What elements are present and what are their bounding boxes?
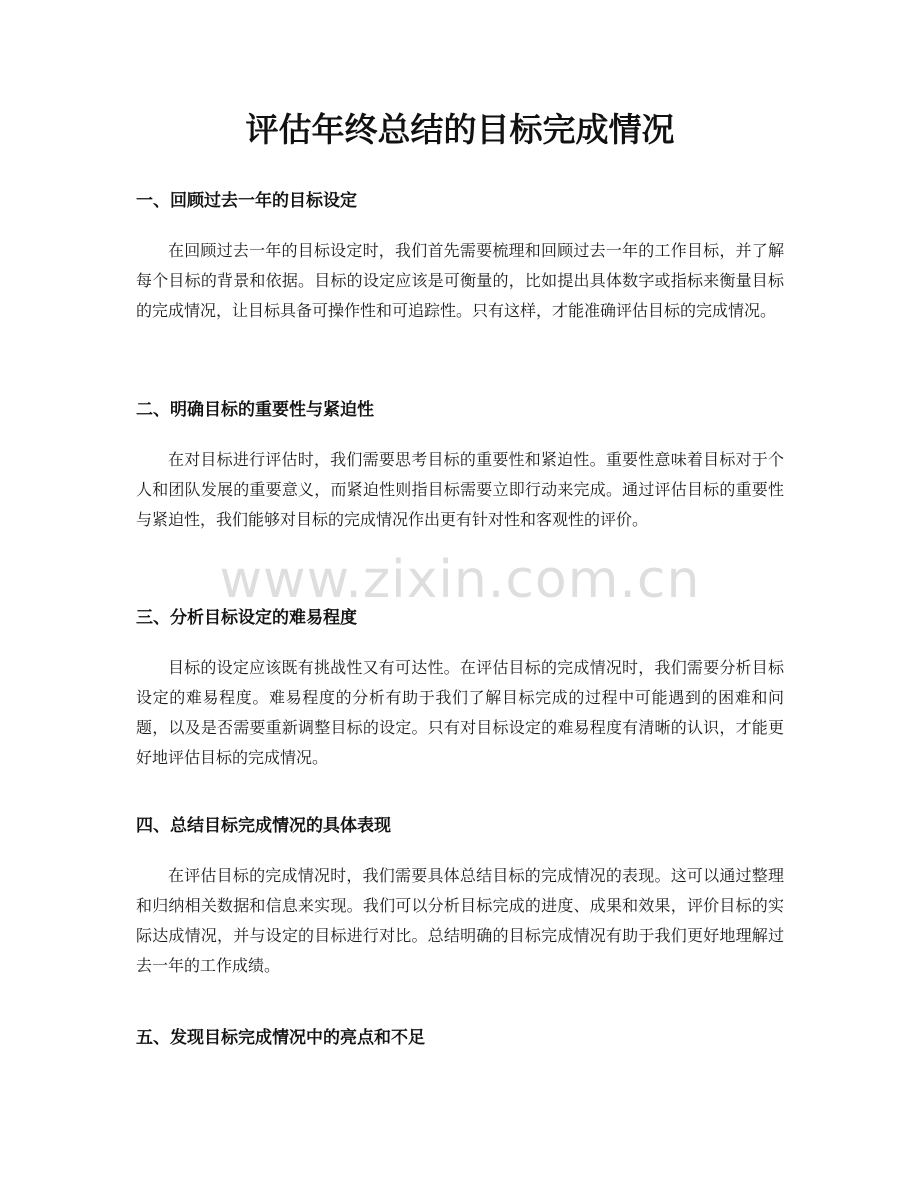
section-heading: 五、发现目标完成情况中的亮点和不足 xyxy=(136,1028,425,1048)
section-paragraph: 在回顾过去一年的目标设定时，我们首先需要梳理和回顾过去一年的工作目标，并了解每个目标的背景和依据。目标的设定应该是可衡量的，比如提出具体数字或指标来衡量目标的完成情况，让目标具备可操作性和可追踪性。只有这样，才能准确评估目标的完成情况。 xyxy=(136,241,784,320)
watermark-text: www.zixin.com.cn xyxy=(219,550,701,610)
section-heading: 二、明确目标的重要性与紧迫性 xyxy=(136,400,374,420)
section-heading: 三、分析目标设定的难易程度 xyxy=(136,608,357,628)
section-4 xyxy=(136,813,784,981)
section-paragraph: 目标的设定应该既有挑战性又有可达性。在评估目标的完成情况时，我们需要分析目标设定的难易程度。难易程度的分析有助于我们了解目标完成的过程中可能遇到的困难和问题，以及是否需要重新调整目标的设定。只有对目标设定的难易程度有清晰的认识，才能更好地评估目标的完成情况。 xyxy=(136,658,784,767)
document-title: 评估年终总结的目标完成情况 xyxy=(245,110,675,149)
section-3 xyxy=(136,605,784,773)
section-5 xyxy=(136,1025,784,1051)
section-heading: 一、回顾过去一年的目标设定 xyxy=(136,191,357,211)
section-1 xyxy=(136,188,784,326)
section-paragraph: 在评估目标的完成情况时，我们需要具体总结目标的完成情况的表现。这可以通过整理和归纳相关数据和信息来实现。我们可以分析目标完成的进度、成果和效果，评价目标的实际达成情况，并与设定的目标进行对比。总结明确的目标完成情况有助于我们更好地理解过去一年的工作成绩。 xyxy=(136,866,784,975)
section-heading: 四、总结目标完成情况的具体表现 xyxy=(136,816,391,836)
section-2 xyxy=(136,397,784,535)
section-paragraph: 在对目标进行评估时，我们需要思考目标的重要性和紧迫性。重要性意味着目标对于个人和团队发展的重要意义，而紧迫性则指目标需要立即行动来完成。通过评估目标的重要性与紧迫性，我们能够对目标的完成情况作出更有针对性和客观性的评价。 xyxy=(136,450,784,529)
